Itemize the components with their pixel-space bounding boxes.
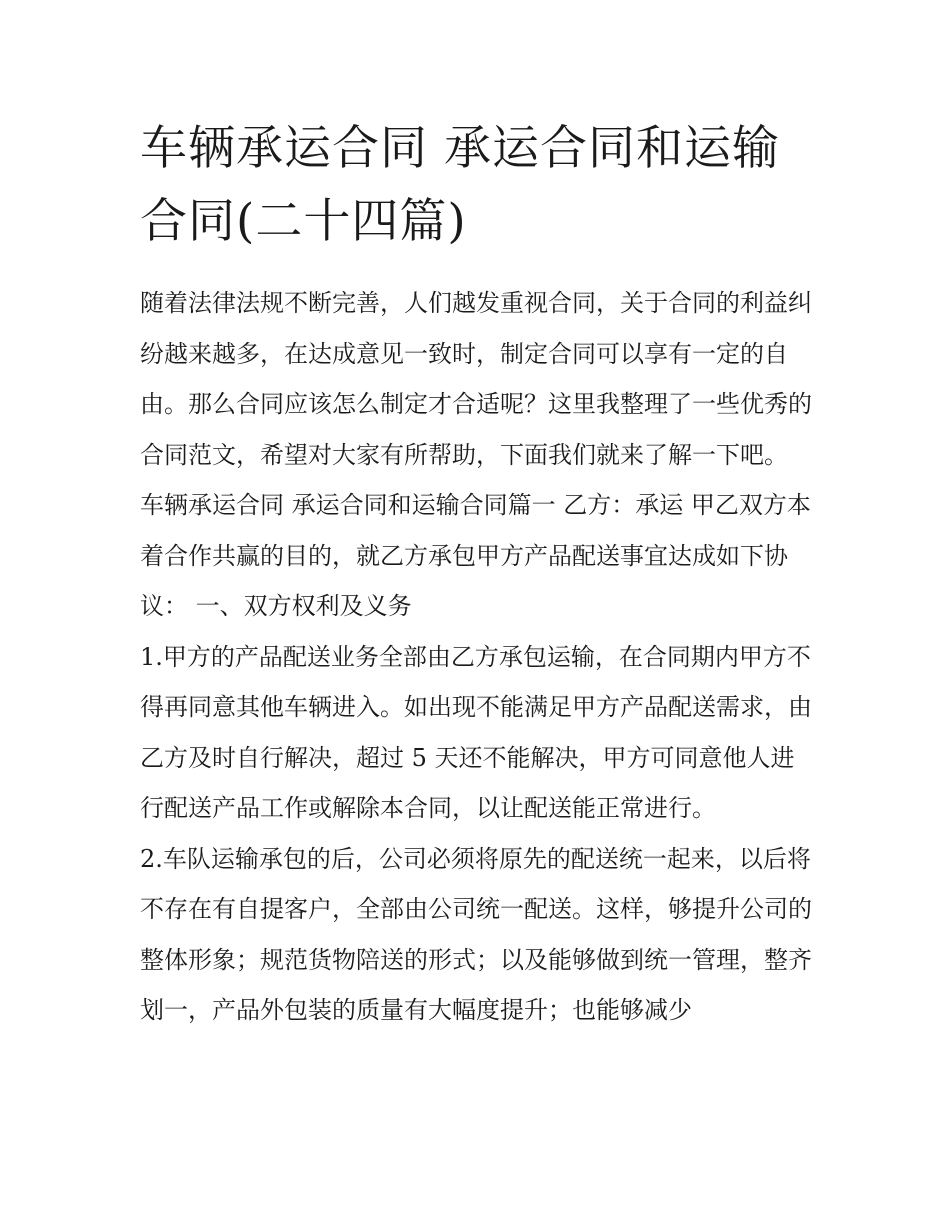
clause-1-paragraph: 1.甲方的产品配送业务全部由乙方承包运输，在合同期内甲方不得再同意其他车辆进入。如出现不能满足甲方产品配送需求，由乙方及时自行解决，超过 5 天还不能解决，甲方可同意他人进行配送产品工作或解除本合同，以让配送能正常进行。	[140, 642, 812, 822]
intro-paragraph: 随着法律法规不断完善，人们越发重视合同，关于合同的利益纠纷越来越多，在达成意见一致时，制定合同可以享有一定的自由。那么合同应该怎么制定才合适呢？这里我整理了一些优秀的合同范文，希望对大家有所帮助，下面我们就来了解一下吧。	[140, 289, 812, 469]
document-title: 车辆承运合同 承运合同和运输合同(二十四篇)	[140, 121, 780, 249]
document-page	[140, 112, 815, 1036]
clause-2-paragraph: 2.车队运输承包的后，公司必须将原先的配送统一起来，以后将不存在有自提客户，全部由公司统一配送。这样，够提升公司的整体形象；规范货物陪送的形式；以及能够做到统一管理，整齐划一，产品外包装的质量有大幅度提升；也能够减少	[140, 844, 812, 1024]
contract-heading-paragraph: 车辆承运合同 承运合同和运输合同篇一 乙方：承运 甲乙双方本着合作共赢的目的，就乙方承包甲方产品配送事宜达成如下协议： 一、双方权利及义务	[140, 491, 811, 620]
